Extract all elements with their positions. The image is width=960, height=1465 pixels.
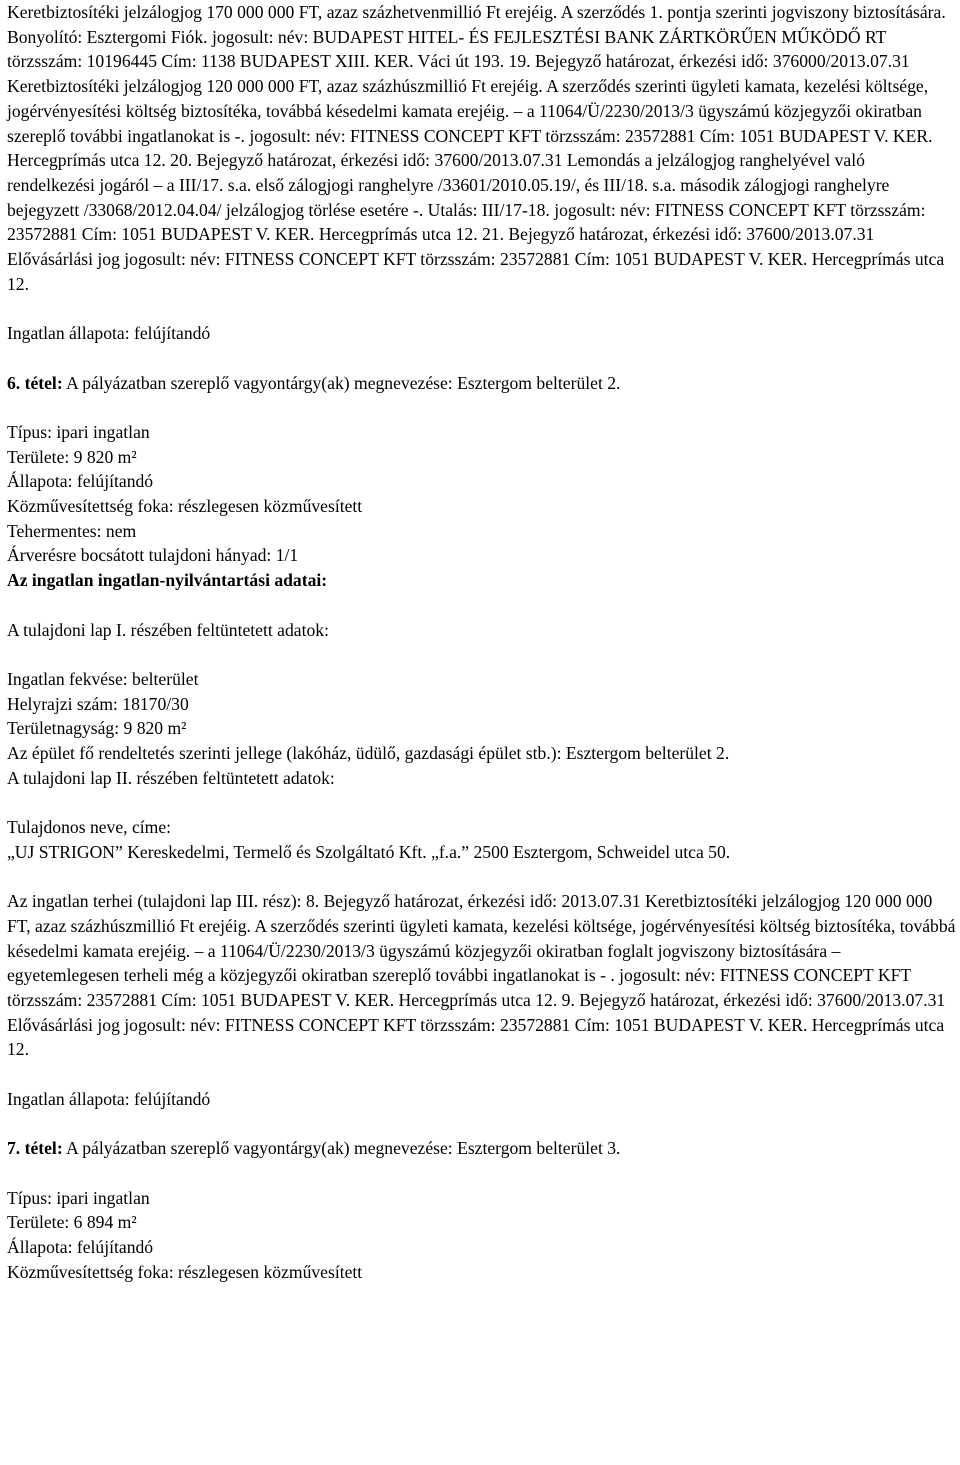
- property-encumbrances: Az ingatlan terhei (tulajdoni lap III. rész): 8. Bejegyző határozat, érkezési idő: 2013.07.31 Keretbiztosítéki jelzálogjog 120 000 000 FT, azaz százhúszmillió Ft erejéig. A szerződés szerinti ügyleti kamata, kezelési költsége, jogérvényesítési költség biztosítéka, továbbá késedelmi kamata erejéig. – a 11064/Ü/2230/2013/3 ügyszámú közjegyzői okiratban foglalt jogviszony biztosítására – egyetemlegesen terheli még a közjegyzői okiratban szereplő további ingatlanokat is - . jogosult: név: FITNESS CONCEPT KFT törzsszám: 23572881 Cím: 1051 BUDAPEST V. KER. Hercegprímás utca 12. 9. Bejegyző határozat, érkezési idő: 37600/2013.07.31 Elővásárlási jog jogosult: név: FITNESS CONCEPT KFT törzsszám: 23572881 Cím: 1051 BUDAPEST V. KER. Hercegprímás utca 12.: [7, 891, 956, 1060]
- utilities-level: Közművesítettség foka: részlegesen közművesített: [7, 496, 363, 517]
- spacer: [7, 1161, 957, 1186]
- document-page: [7, 0, 957, 1284]
- spacer: [7, 395, 957, 420]
- property-state: Ingatlan állapota: felújítandó: [7, 1088, 211, 1109]
- owner-name-address: „UJ STRIGON” Kereskedelmi, Termelő és Szolgáltató Kft. „f.a.” 2500 Esztergom, Schweidel utca 50.: [7, 841, 731, 862]
- property-area: Területe: 6 894 m²: [7, 1212, 137, 1233]
- spacer: [7, 296, 957, 321]
- property-type: Típus: ipari ingatlan: [7, 421, 150, 442]
- spacer: [7, 790, 957, 815]
- spacer: [7, 642, 957, 667]
- item-number: 6. tétel:: [7, 372, 63, 393]
- property-condition: Állapota: felújítandó: [7, 471, 154, 492]
- owner-label: Tulajdonos neve, címe:: [7, 817, 172, 838]
- property-area: Területe: 9 820 m²: [7, 446, 137, 467]
- building-purpose: Az épület fő rendeltetés szerinti jellege (lakóház, üdülő, gazdasági épület stb.): Esztergom belterület 2.: [7, 743, 730, 764]
- spacer: [7, 1062, 957, 1087]
- spacer: [7, 865, 957, 890]
- item-description: A pályázatban szereplő vagyontárgy(ak) megnevezése: Esztergom belterület 3.: [62, 1138, 621, 1159]
- property-condition: Állapota: felújítandó: [7, 1237, 154, 1257]
- registry-data-title: Az ingatlan ingatlan-nyilvántartási adatai:: [7, 570, 328, 591]
- land-sheet-part-2-title: A tulajdoni lap II. részében feltüntetett adatok:: [7, 767, 335, 788]
- parcel-number: Helyrajzi szám: 18170/30: [7, 693, 189, 714]
- property-location: Ingatlan fekvése: belterület: [7, 668, 199, 689]
- utilities-level: Közművesítettség foka: részlegesen közművesített: [7, 1261, 363, 1282]
- item-description: A pályázatban szereplő vagyontárgy(ak) megnevezése: Esztergom belterület 2.: [62, 372, 621, 393]
- property-state: Ingatlan állapota: felújítandó: [7, 323, 211, 344]
- land-area: Területnagyság: 9 820 m²: [7, 718, 187, 739]
- item-7-heading: [7, 1136, 957, 1161]
- encumbrance-text-continued: Keretbiztosítéki jelzálogjog 170 000 000 FT, azaz százhetvenmillió Ft erejéig. A szerződés 1. pontja szerinti jogviszony biztosítására. Bonyolító: Esztergomi Fiók. jogosult: név: BUDAPEST HITEL- ÉS FEJLESZTÉSI BANK ZÁRTKÖRŰEN MŰKÖDŐ RT törzsszám: 10196445 Cím: 1138 BUDAPEST XIII. KER. Váci út 193. 19. Bejegyző határozat, érkezési idő: 376000/2013.07.31 Keretbiztosítéki jelzálogjog 120 000 000 FT, azaz százhúszmillió Ft erejéig. A szerződés szerinti ügyleti kamata, kezelési költsége, jogérvényesítési költség biztosítéka, továbbá késedelmi kamata erejéig. – a 11064/Ü/2230/2013/3 ügyszámú közjegyzői okiratban szereplő további ingatlanokat is -. jogosult: név: FITNESS CONCEPT KFT törzsszám: 23572881 Cím: 1051 BUDAPEST V. KER. Hercegprímás utca 12. 20. Bejegyző határozat, érkezési idő: 37600/2013.07.31 Lemondás a jelzálogjog ranghelyével való rendelkezési jogáról – a III/17. s.a. első zálogjogi ranghelyre /33601/2010.05.19/, és III/18. s.a. második zálogjogi ranghelyre bejegyzett /33068/2012.04.04/ jelzálogjog törlése esetére -. Utalás: III/17-18. jogosult: név: FITNESS CONCEPT KFT törzsszám: 23572881 Cím: 1051 BUDAPEST V. KER. Hercegprímás utca 12. 21. Bejegyző határozat, érkezési idő: 37600/2013.07.31 Elővásárlási jog jogosult: név: FITNESS CONCEPT KFT törzsszám: 23572881 Cím: 1051 BUDAPEST V. KER. Hercegprímás utca 12.: [7, 2, 946, 294]
- property-type: Típus: ipari ingatlan: [7, 1187, 150, 1208]
- land-sheet-part-1-title: A tulajdoni lap I. részében feltüntetett adatok:: [7, 619, 329, 640]
- item-number: 7. tétel:: [7, 1138, 63, 1159]
- item-6-heading: [7, 371, 957, 396]
- spacer: [7, 593, 957, 618]
- spacer: [7, 1112, 957, 1137]
- spacer: [7, 346, 957, 371]
- encumbrance-free: Tehermentes: nem: [7, 520, 137, 541]
- auction-share: Árverésre bocsátott tulajdoni hányad: 1/1: [7, 545, 299, 566]
